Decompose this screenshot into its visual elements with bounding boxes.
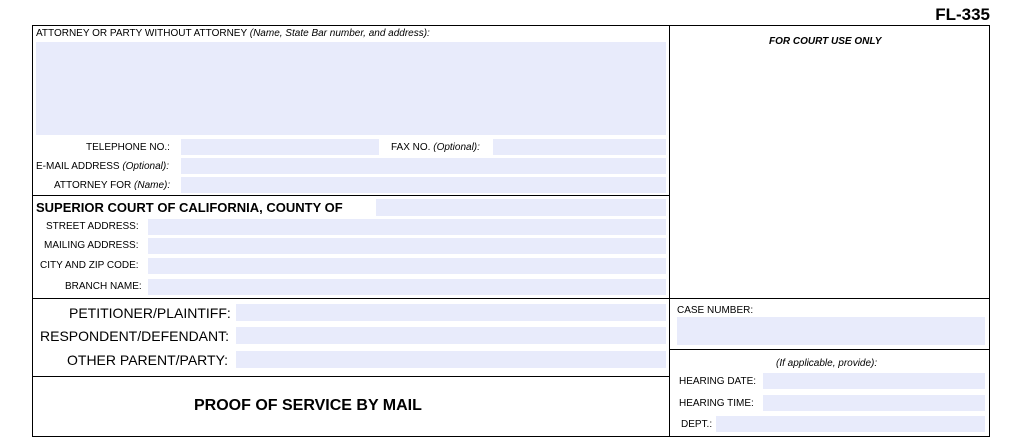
hearing-date-field[interactable] [763, 373, 985, 389]
fax-label-main: FAX NO. [391, 142, 431, 153]
attorney-for-field[interactable] [181, 177, 666, 193]
petitioner-label: PETITIONER/PLAINTIFF: [69, 305, 231, 321]
attorney-name-address-field[interactable] [36, 42, 666, 135]
fax-field[interactable] [493, 139, 666, 155]
hearing-time-label: HEARING TIME: [679, 398, 754, 409]
email-label-main: E-MAIL ADDRESS [36, 161, 120, 172]
hearing-time-field[interactable] [763, 395, 985, 411]
attorney-for-label [54, 180, 170, 192]
petitioner-field[interactable] [236, 304, 666, 321]
email-field[interactable] [181, 158, 666, 174]
telephone-label: TELEPHONE NO.: [86, 142, 170, 153]
respondent-field[interactable] [236, 327, 666, 344]
fax-label-hint: (Optional): [433, 142, 480, 153]
attorney-label [36, 28, 430, 40]
dept-field[interactable] [716, 416, 985, 432]
city-zip-field[interactable] [148, 258, 666, 274]
hearing-note [776, 358, 877, 370]
court-use-label: FOR COURT USE ONLY [769, 36, 882, 47]
form-id: FL-335 [935, 5, 990, 24]
attorney-label-main: ATTORNEY OR PARTY WITHOUT ATTORNEY [36, 28, 247, 39]
city-zip-label: CITY AND ZIP CODE: [40, 260, 139, 271]
other-parent-label: OTHER PARENT/PARTY: [67, 352, 229, 368]
email-label [36, 161, 169, 173]
divider-case-hearing [670, 349, 990, 350]
case-number-field[interactable] [677, 317, 985, 345]
divider-attorney-court [32, 195, 670, 196]
branch-name-label: BRANCH NAME: [65, 281, 142, 292]
mailing-address-field[interactable] [148, 238, 666, 254]
attorney-for-label-main: ATTORNEY FOR [54, 180, 132, 191]
street-address-field[interactable] [148, 219, 666, 235]
attorney-for-label-hint: (Name): [134, 180, 171, 191]
divider-parties-title [32, 376, 670, 377]
attorney-label-hint: (Name, State Bar number, and address): [249, 28, 430, 39]
street-address-label: STREET ADDRESS: [46, 221, 139, 232]
hearing-note-text: (If applicable, provide): [776, 358, 878, 369]
hearing-date-label: HEARING DATE: [679, 376, 757, 387]
county-field[interactable] [376, 199, 666, 216]
divider-court-parties [32, 298, 990, 299]
case-number-label: CASE NUMBER: [677, 305, 754, 316]
document-title: PROOF OF SERVICE BY MAIL [194, 397, 422, 414]
other-parent-field[interactable] [236, 351, 666, 368]
dept-label: DEPT.: [681, 419, 713, 430]
mailing-address-label: MAILING ADDRESS: [44, 240, 139, 251]
branch-name-field[interactable] [148, 279, 666, 295]
fax-label [391, 142, 480, 154]
telephone-field[interactable] [181, 139, 379, 155]
respondent-label: RESPONDENT/DEFENDANT: [40, 328, 230, 344]
email-label-hint: (Optional): [122, 161, 170, 172]
court-title: SUPERIOR COURT OF CALIFORNIA, COUNTY OF [36, 200, 343, 215]
